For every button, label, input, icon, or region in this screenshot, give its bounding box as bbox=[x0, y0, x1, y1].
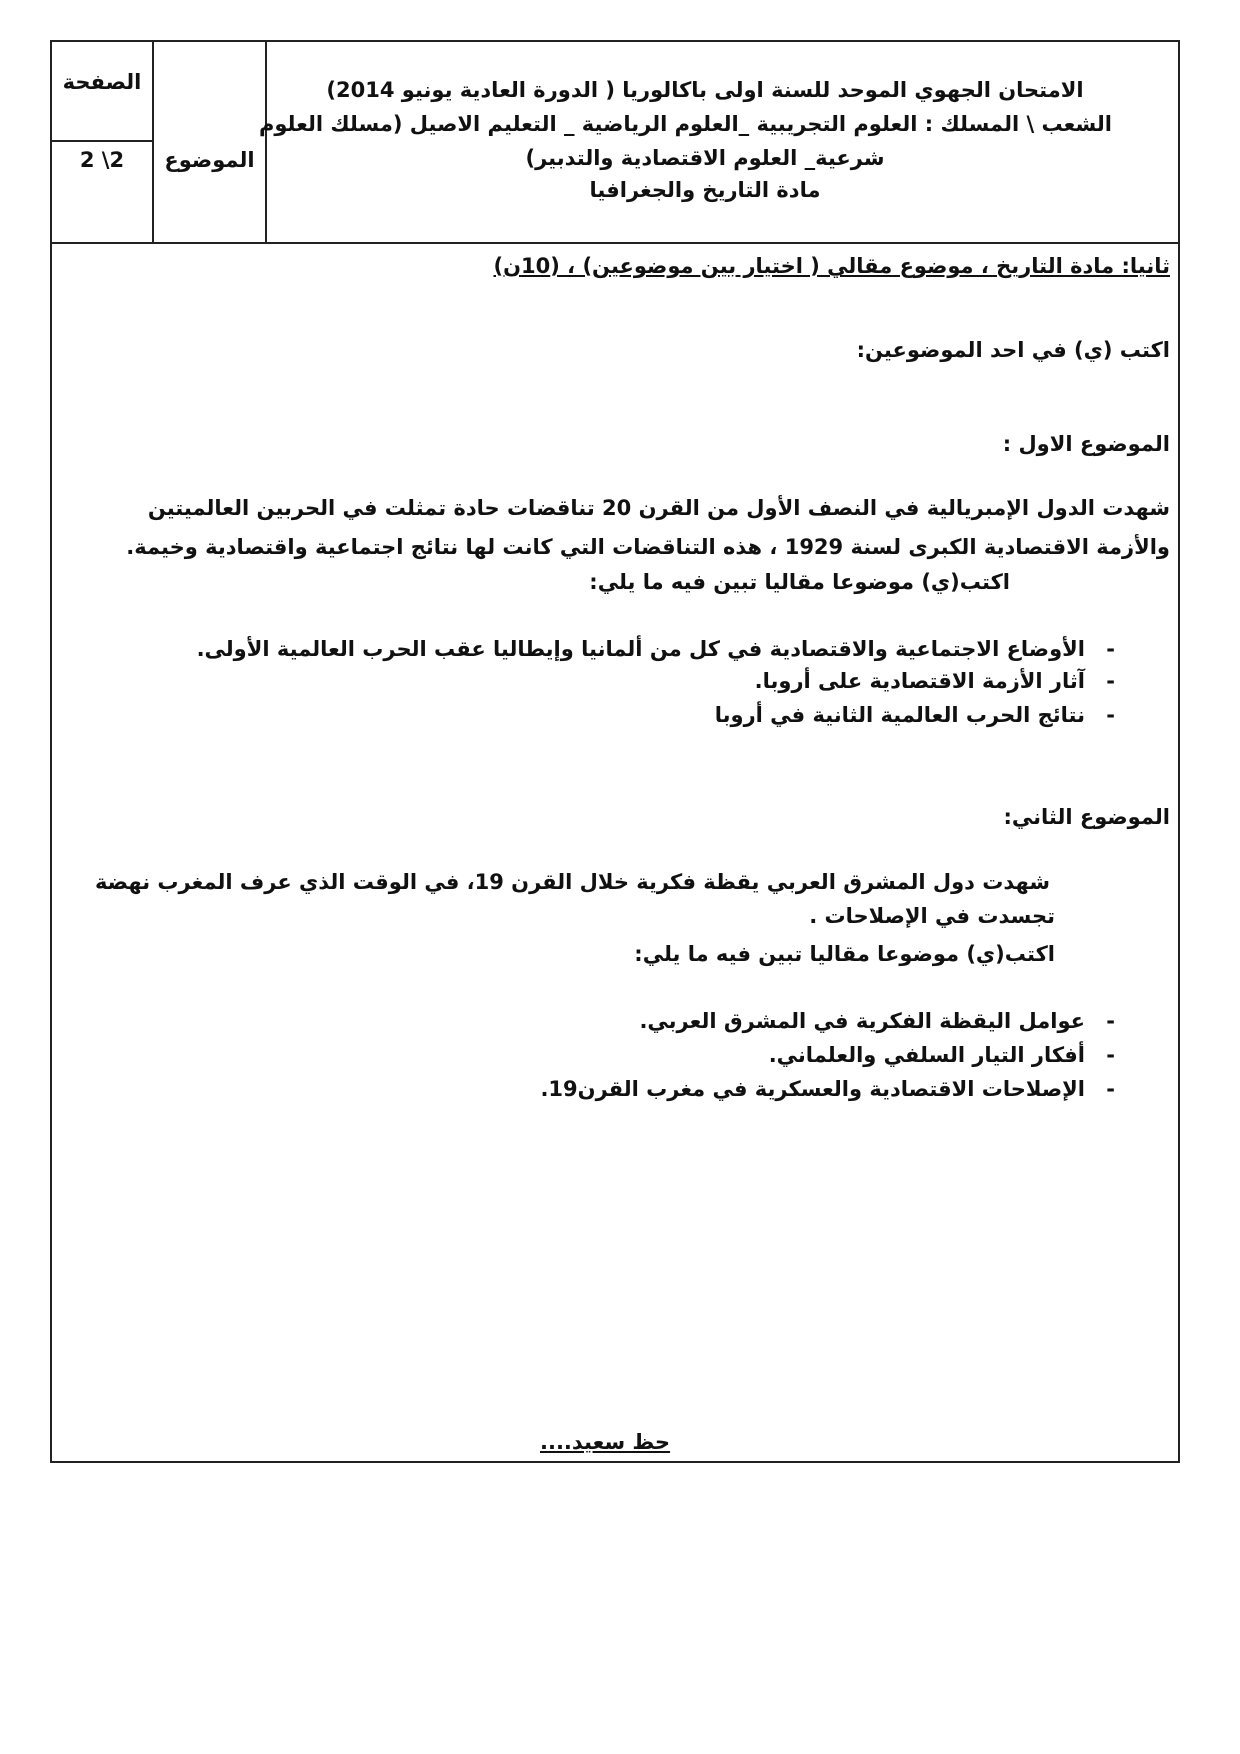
header-table bbox=[50, 40, 1180, 244]
exam-streams-cont: شرعية_ العلوم الاقتصادية والتدبير) bbox=[525, 146, 885, 170]
list-item: -أفكار التيار السلفي والعلماني. bbox=[768, 1043, 1115, 1067]
topic2-title: الموضوع الثاني: bbox=[1003, 805, 1170, 829]
list-item: -نتائج الحرب العالمية الثانية في أروبا bbox=[714, 703, 1115, 727]
section-title: ثانيا: مادة التاريخ ، موضوع مقالي ( اختيار بين موضوعين) ، (10ن) bbox=[493, 254, 1170, 278]
page-number: 2\ 2 bbox=[79, 148, 125, 172]
subject-label: الموضوع bbox=[164, 148, 255, 172]
exam-title: الامتحان الجهوي الموحد للسنة اولى باكالوريا ( الدورة العادية يونيو 2014) bbox=[326, 78, 1084, 102]
topic1-prompt: اكتب(ي) موضوعا مقاليا تبين فيه ما يلي: bbox=[589, 570, 1010, 594]
closing-text: حظ سعيد.... bbox=[540, 1430, 671, 1454]
topic2-prompt: اكتب(ي) موضوعا مقاليا تبين فيه ما يلي: bbox=[634, 942, 1055, 966]
topic1-paragraph: شهدت الدول الإمبريالية في النصف الأول من القرن 20 تناقضات حادة تمثلت في الحربين العالميتين bbox=[147, 496, 1170, 520]
list-item: -آثار الأزمة الاقتصادية على أروبا. bbox=[754, 669, 1115, 693]
exam-streams: الشعب \ المسلك : العلوم التجريبية _العلوم الرياضية _ التعليم الاصيل (مسلك العلوم bbox=[259, 112, 1112, 136]
list-item: -الأوضاع الاجتماعية والاقتصادية في كل من ألمانيا وإيطاليا عقب الحرب العالمية الأولى. bbox=[196, 637, 1115, 661]
topic1-title: الموضوع الاول : bbox=[1002, 432, 1170, 456]
exam-subject: مادة التاريخ والجغرافيا bbox=[589, 178, 821, 202]
topic2-paragraph: تجسدت في الإصلاحات . bbox=[809, 904, 1055, 928]
topic2-paragraph: شهدت دول المشرق العربي يقظة فكرية خلال القرن 19، في الوقت الذي عرف المغرب نهضة bbox=[94, 870, 1050, 894]
instruction: اكتب (ي) في احد الموضوعين: bbox=[856, 338, 1170, 362]
topic1-paragraph: والأزمة الاقتصادية الكبرى لسنة 1929 ، هذه التناقضات التي كانت لها نتائج اجتماعية واقتصادية وخيمة. bbox=[126, 535, 1170, 559]
list-item: -الإصلاحات الاقتصادية والعسكرية في مغرب القرن19. bbox=[540, 1077, 1115, 1101]
page-label: الصفحة bbox=[62, 70, 142, 94]
body-box bbox=[50, 240, 1180, 1463]
divider bbox=[50, 140, 154, 142]
list-item: -عوامل اليقظة الفكرية في المشرق العربي. bbox=[639, 1009, 1115, 1033]
divider bbox=[265, 40, 267, 242]
